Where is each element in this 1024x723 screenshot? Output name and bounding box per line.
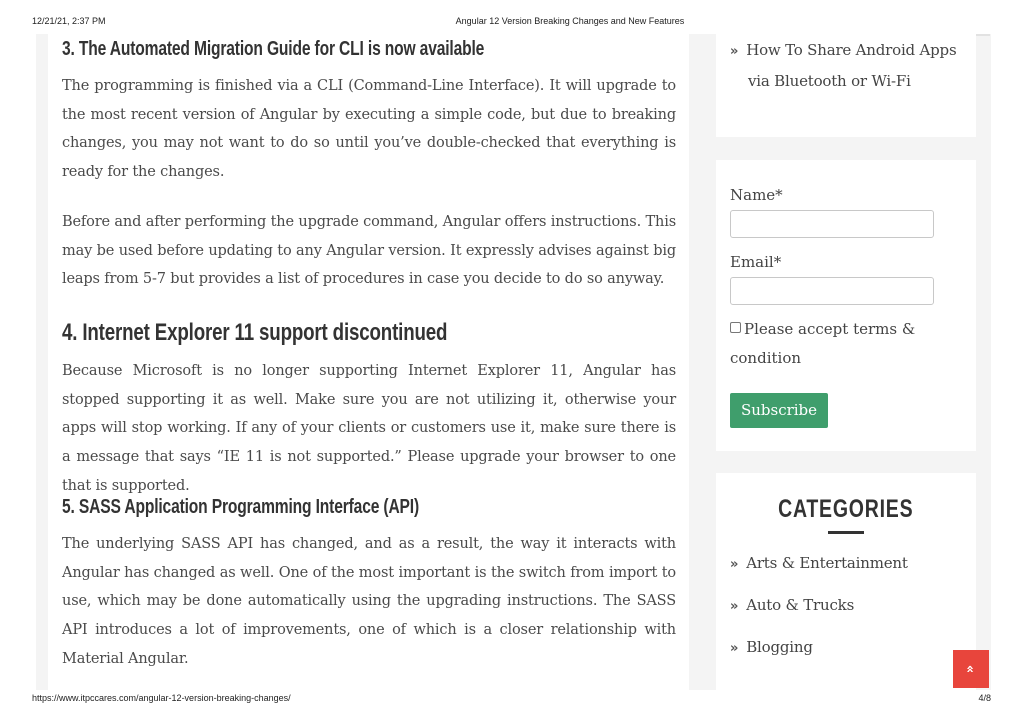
name-input[interactable] [730,210,934,238]
email-label: Email* [730,253,782,271]
back-to-top-button[interactable] [953,650,989,688]
recent-post-title: How To Share Android Apps via Bluetooth or Wi-Fi [746,41,957,90]
paragraph-cli: The programming is finished via a CLI (Command-Line Interface). It will upgrade to the most recent version of Angular by executing a simple code, but due to breaking changes, you may not want to do so until you’ve double-checked that everything is ready for the changes. [62,78,676,181]
title-underline [828,531,864,534]
section-heading-4: 4. Internet Explorer 11 support discontinued [62,319,448,346]
subscribe-button[interactable]: Subscribe [730,393,828,428]
email-input[interactable] [730,277,934,305]
category-link[interactable] [730,633,813,664]
category-label: Auto & Trucks [746,596,855,614]
print-page-number: 4/8 [978,693,991,703]
terms-checkbox[interactable] [730,322,741,333]
category-label: Blogging [746,638,813,656]
print-footer [0,693,1024,713]
subscribe-widget [716,160,976,451]
chevron-right-icon: » [730,599,739,614]
print-title: Angular 12 Version Breaking Changes and New Features [455,16,685,26]
category-label: Arts & Entertainment [746,554,908,572]
recent-post-link[interactable] [730,36,966,95]
print-datetime: 12/21/21, 2:37 PM [32,16,106,26]
terms-row [730,315,966,372]
recent-posts-widget [716,34,976,137]
categories-widget [716,473,976,690]
paragraph-sass: The underlying SASS API has changed, and as a result, the way it interacts with Angular has changed as well. One of the most important is the switch from import to use, which may be done automatically using the upgrading instructions. The SASS API introduces a lot of improvements, one of which is a closer relationship with Material Angular. [62,536,676,667]
print-url: https://www.itpccares.com/angular-12-version-breaking-changes/ [32,693,291,703]
chevron-right-icon: » [730,44,739,59]
paragraph-ie11: Because Microsoft is no longer supporting Internet Explorer 11, Angular has stopped supporting it as well. Make sure you are not utilizing it, otherwise your apps will stop working. If any of your clients or customers use it, make sure there is a message that says “IE 11 is not supported.” Please upgrade your browser to one that is supported. [62,363,676,494]
section-heading-5: 5. SASS Application Programming Interface (API) [62,496,420,518]
categories-title: CATEGORIES [778,495,914,523]
category-link[interactable] [730,549,908,580]
category-link[interactable] [730,591,854,622]
chevron-right-icon: » [730,641,739,656]
chevron-right-icon: » [730,557,739,572]
section-heading-3: 3. The Automated Migration Guide for CLI is now available [62,38,485,60]
print-header [0,16,1024,36]
terms-label: Please accept terms & condition [730,320,916,367]
double-chevron-up-icon: » [963,664,978,674]
name-label: Name* [730,186,783,204]
paragraph-upgrade: Before and after performing the upgrade command, Angular offers instructions. This may be used before updating to any Angular version. It expressly advises against big leaps from 5-7 but provides a list of procedures in case you decide to do so anyway. [62,214,676,288]
